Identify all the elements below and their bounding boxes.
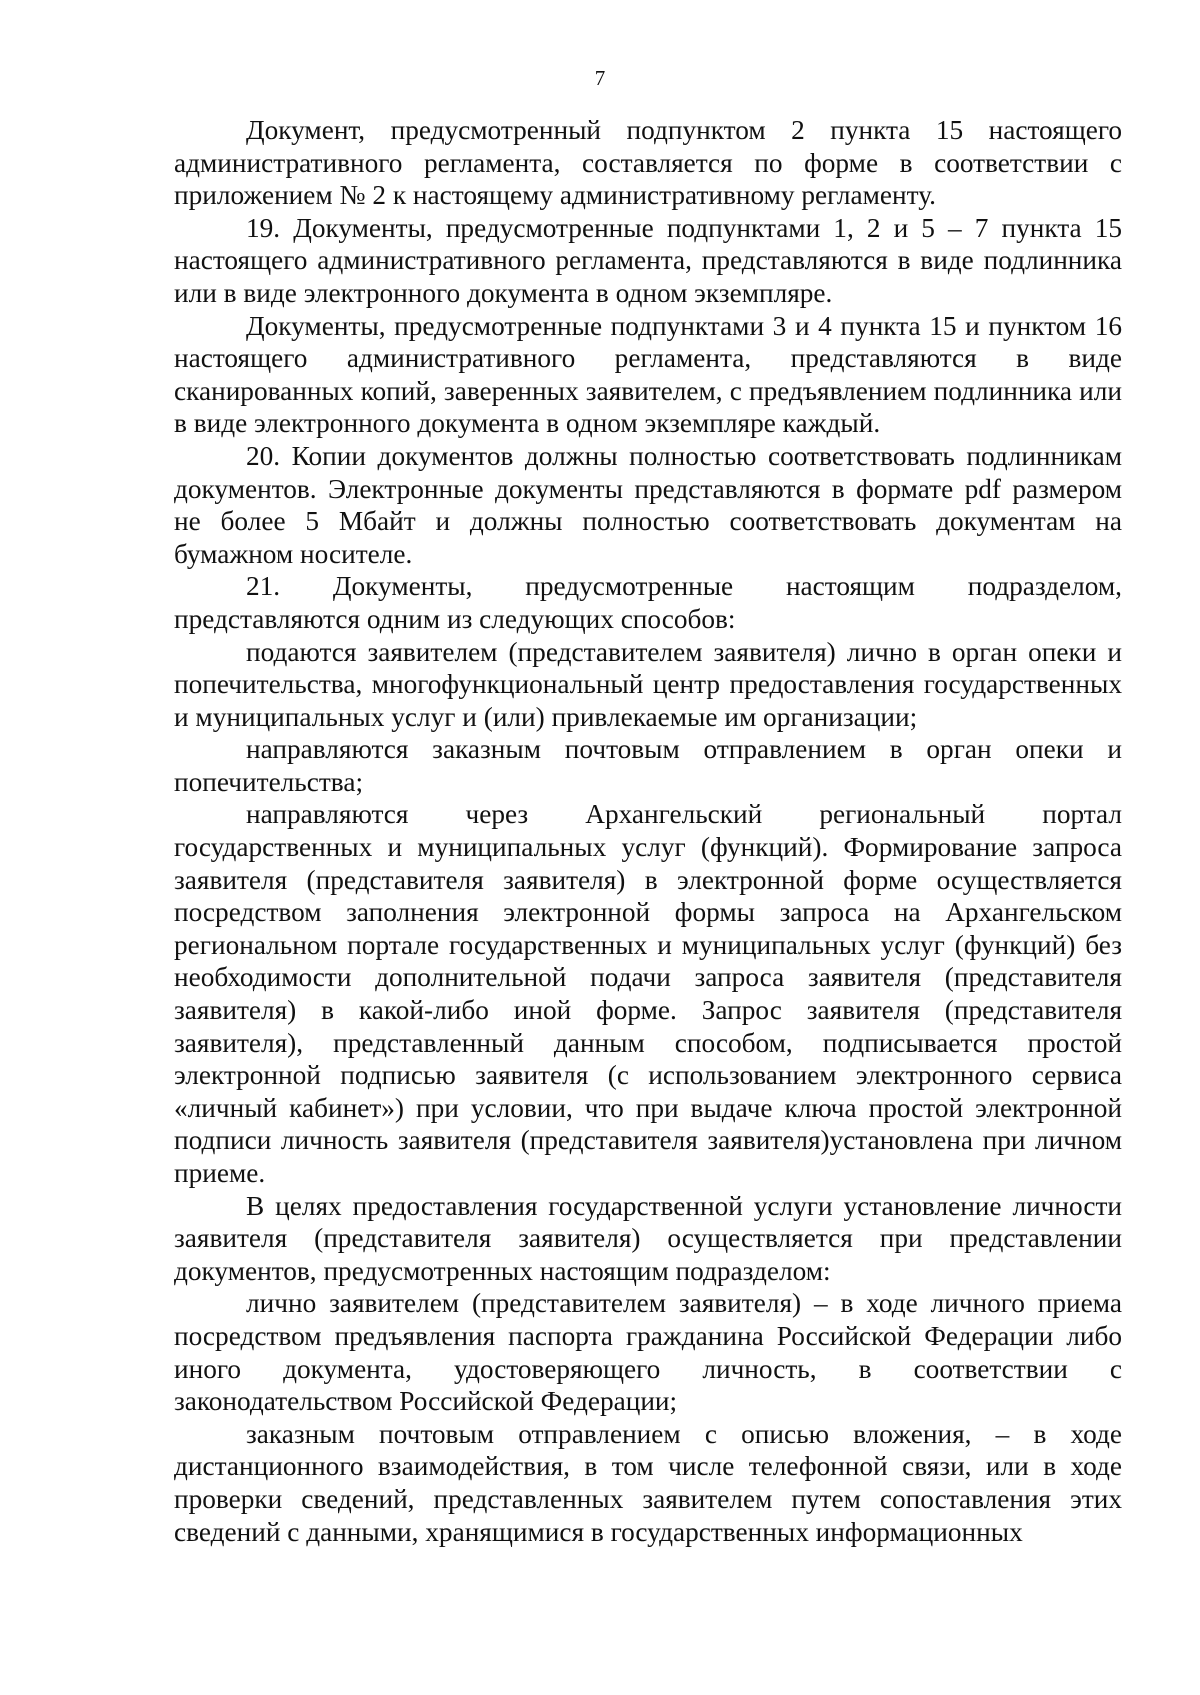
paragraph-in-person-identity: лично заявителем (представителем заявителя) – в ходе личного приема посредством предъявления паспорта гражданина Российской Федерации либо иного документа, удостоверяющего личность, в соответствии с законодательством Российской Федерации; (174, 1288, 1122, 1417)
paragraph-registered-mail: направляются заказным почтовым отправлением в орган опеки и попечительства; (174, 734, 1122, 797)
paragraph-scanned-copies: Документы, предусмотренные подпунктами 3 и 4 пункта 15 и пунктом 16 настоящего административного регламента, представляются в виде сканированных копий, заверенных заявителем, с предъявлением подлинника или в виде электронного документа в одном экземпляре каждый. (174, 310, 1122, 439)
page-number: 7 (594, 66, 606, 90)
paragraph-21: 21. Документы, предусмотренные настоящим подразделом, представляются одним из следующих способов: (174, 571, 1122, 634)
paragraph-mail-identity: заказным почтовым отправлением с описью вложения, – в ходе дистанционного взаимодействия, в том числе телефонной связи, или в ходе проверки сведений, представленных заявителем путем сопоставления этих сведений с данными, хранящимися в государственных информационных (174, 1418, 1122, 1547)
paragraph-identity-verification: В целях предоставления государственной услуги установление личности заявителя (представителя заявителя) осуществляется при представлении документов, предусмотренных настоящим подразделом: (174, 1190, 1122, 1286)
paragraph-document-form: Документ, предусмотренный подпунктом 2 пункта 15 настоящего административного регламента, составляется по форме в соответствии с приложением № 2 к настоящему административному регламенту. (174, 115, 1122, 211)
paragraph-20: 20. Копии документов должны полностью соответствовать подлинникам документов. Электронные документы представляются в формате pdf размером не более 5 Мбайт и должны полностью соответствовать документам на бумажном носителе. (174, 440, 1122, 569)
paragraph-19: 19. Документы, предусмотренные подпунктами 1, 2 и 5 – 7 пункта 15 настоящего административного регламента, представляются в виде подлинника или в виде электронного документа в одном экземпляре. (174, 212, 1122, 308)
document-body (174, 114, 1122, 1548)
paragraph-regional-portal: направляются через Архангельский региональный портал государственных и муниципальных услуг (функций). Формирование запроса заявителя (представителя заявителя) в электронной форме осуществляется посредством заполнения электронной формы запроса на Архангельском региональном портале государственных и муниципальных услуг (функций) без необходимости дополнительной подачи запроса заявителя (представителя заявителя) в какой-либо иной форме. Запрос заявителя (представителя заявителя), представленный данным способом, подписывается простой электронной подписью заявителя (с использованием электронного сервиса «личный кабинет») при условии, что при выдаче ключа простой электронной подписи личность заявителя (представителя заявителя)установлена при личном приеме. (174, 799, 1122, 1188)
paragraph-submitted-in-person: подаются заявителем (представителем заявителя) лично в орган опеки и попечительства, многофункциональный центр предоставления государственных и муниципальных услуг и (или) привлекаемые им организации; (174, 636, 1122, 732)
